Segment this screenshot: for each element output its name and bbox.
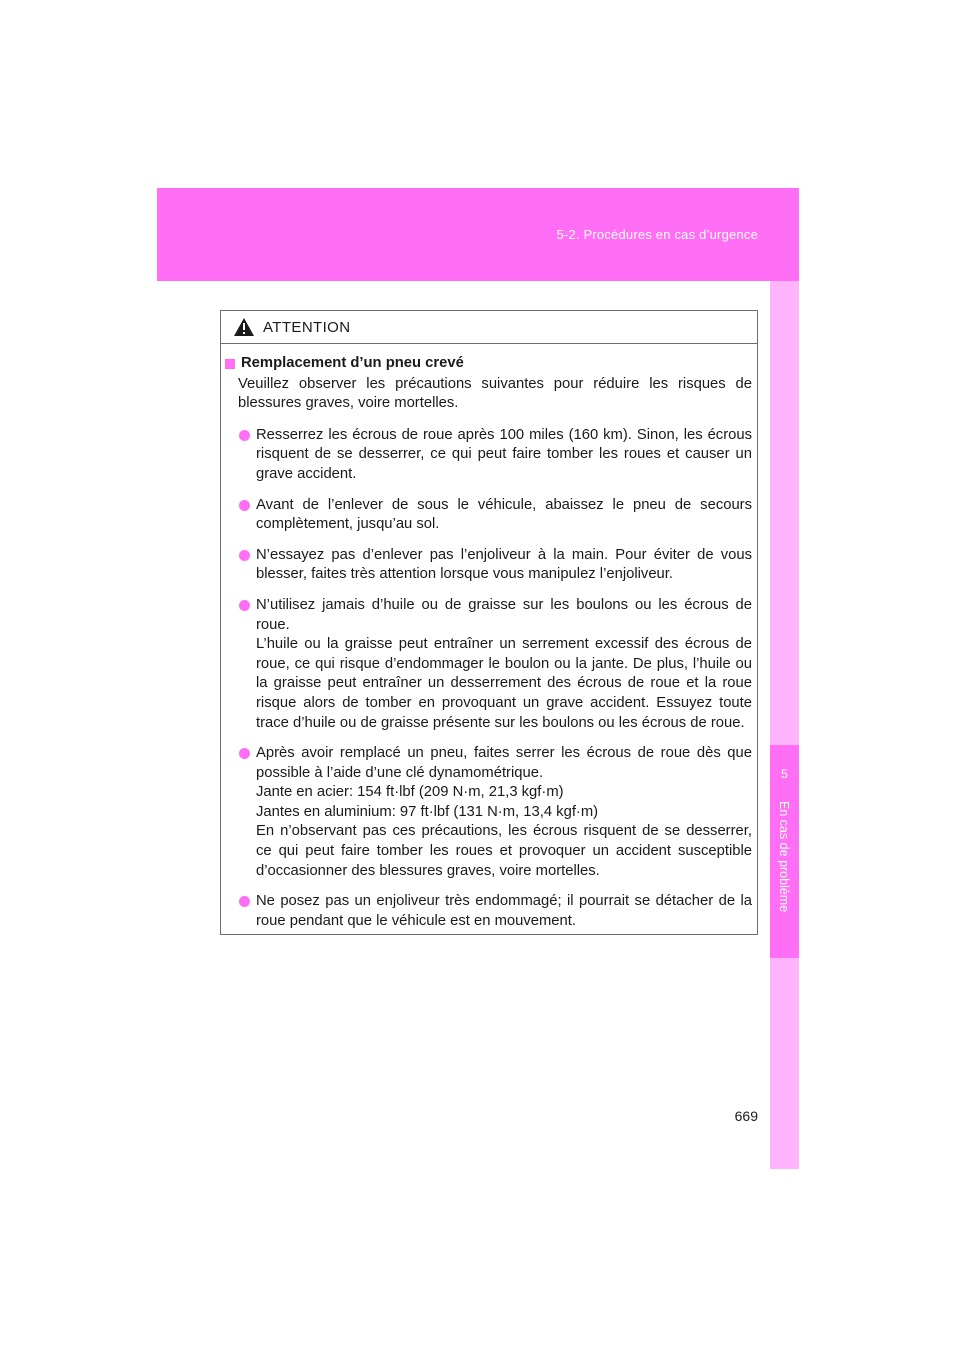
side-tab (770, 281, 799, 1169)
round-bullet-icon (239, 550, 250, 561)
list-item-text: Avant de l’enlever de sous le véhicule, abaissez le pneu de secours complètement, jusqu’au sol. (256, 496, 752, 533)
section-heading (225, 354, 752, 374)
section-heading-text: Remplacement d’un pneu crevé (241, 355, 464, 371)
warning-box (220, 310, 758, 935)
list-item (238, 496, 752, 535)
list-item (238, 596, 752, 733)
round-bullet-icon (239, 748, 250, 759)
round-bullet-icon (239, 896, 250, 907)
list-item (238, 426, 752, 485)
list-item-text: Resserrez les écrous de roue après 100 miles (160 km). Sinon, les écrous risquent de se desserrer, ce qui peut faire tomber les roues et causer un grave accident. (256, 426, 752, 482)
warning-body (221, 344, 757, 931)
list-item (238, 892, 752, 931)
round-bullet-icon (239, 500, 250, 511)
intro-paragraph: Veuillez observer les précautions suivantes pour réduire les risques de blessures graves, voire mortelles. (238, 375, 752, 412)
warning-triangle-icon (233, 317, 255, 337)
chapter-tab (770, 745, 799, 958)
list-item-text: Après avoir remplacé un pneu, faites serrer les écrous de roue dès que possible à l’aide d’une clé dynamométrique. Jante en acier: 154 ft·lbf (209 N·m, 21,3 kgf·m) Jantes en aluminium: 97 ft·lbf (131 N·m, 13,4 kgf·m) En n’observant pas ces précautions, les écrous risquent de se desserrer, ce qui peut faire tomber les roues et provoquer un accident susceptible d’occasionner des blessures graves, voire mortelles. (256, 745, 752, 879)
round-bullet-icon (239, 430, 250, 441)
section-title: 5-2. Procédures en cas d’urgence (556, 227, 758, 242)
list-item-text: N’essayez pas d’enlever pas l’enjoliveur à la main. Pour éviter de vous blesser, faites très attention lorsque vous manipulez l’enjoliveur. (256, 546, 752, 583)
page-number: 669 (734, 1108, 758, 1124)
chapter-number: 5 (781, 767, 788, 781)
precaution-list (225, 426, 752, 932)
chapter-header-band (157, 188, 799, 281)
round-bullet-icon (239, 600, 250, 611)
chapter-label: En cas de problème (777, 801, 791, 913)
warning-header (221, 311, 757, 344)
list-item-text: Ne posez pas un enjoliveur très endommagé; il pourrait se détacher de la roue pendant que le véhicule est en mouvement. (256, 893, 752, 929)
list-item (238, 744, 752, 881)
list-item-text: N’utilisez jamais d’huile ou de graisse sur les boulons ou les écrous de roue. L’huile ou la graisse peut entraîner un serrement excessif des écrous de roue, ce qui risque d’endommager le boulon ou la jante. De plus, l’huile ou la graisse peut entraîner un desserrement des écrous de roue et la roue risque alors de tomber en provoquant un grave accident. Essuyez toute trace d’huile ou de graisse présente sur les boulons ou les écrous de roue. (256, 596, 752, 731)
warning-title: ATTENTION (263, 319, 351, 336)
square-bullet-icon (225, 359, 235, 369)
list-item (238, 546, 752, 585)
